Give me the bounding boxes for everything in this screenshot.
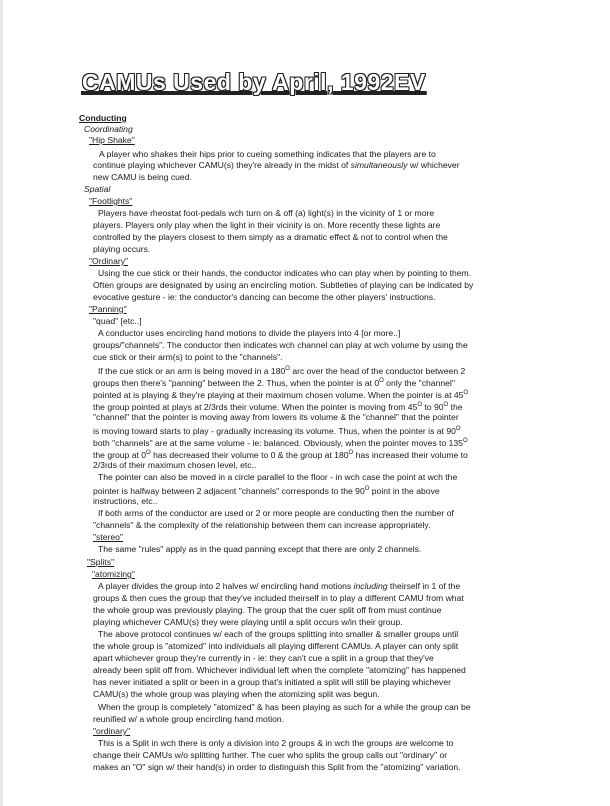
text-line: "quad" [etc..] <box>93 316 142 326</box>
text-line: players. Players only play when the light in their vicinity is on. More recently these lights are <box>93 220 441 230</box>
text-line: 2/3rds of their maximum chosen level, etc.. <box>93 460 257 470</box>
text-line: "stereo" <box>93 532 123 542</box>
text-line: cue stick or their arm(s) to point to the "channels". <box>93 352 283 362</box>
text-line: playing occurs. <box>93 244 151 254</box>
text-line: "channels" & the complexity of the relationship between them can increase appropriately. <box>93 520 431 530</box>
text-line: Conducting <box>79 113 127 123</box>
text-line: continue playing whichever CAMU(s) they're already in the midst of simultaneously w/ whichever <box>93 160 460 170</box>
text-line: pointed at is playing & they're playing at their maximum chosen volume. When the pointer is at $45^O$ <box>93 389 469 400</box>
text-line: "Panning" <box>89 304 127 314</box>
text-line: Players have rheostat foot-pedals wch turn on & off (a) light(s) in the vicinity of 1 or more <box>98 208 435 218</box>
text-line: "Ordinary" <box>89 256 129 266</box>
text-line: Spatial <box>84 184 111 194</box>
text-line: has never initiated a split or been in a group that's initiated a split will still be playing whichever <box>93 677 452 687</box>
text-line: "Footlights" <box>89 196 133 206</box>
text-line: groups/"channels". The conductor then indicates wch channel can play at wch volume by using the <box>93 340 468 350</box>
text-line: A player divides the group into 2 halves w/ encircling hand motions including theirself in 1 of the <box>98 581 461 591</box>
text-line: "Hip Shake" <box>89 135 135 145</box>
text-line: apart whichever group they're currently in - ie: they can't cue a split in a group that they've <box>93 653 434 663</box>
scan-edge <box>0 0 3 806</box>
text-line: groups then there's "panning" between the 2. Thus, when the pointer is at $0^O$ only the "channel" <box>93 377 455 388</box>
text-line: "ordinary" <box>93 726 131 736</box>
text-line: the group at $0^O$ has decreased their volume to 0 & the group at $180^O$ has increased their volume to <box>93 449 468 460</box>
page-title: CAMUs Used by April, 1992EV <box>82 69 426 95</box>
text-line: groups & then cues the group that they've included theirself in to play a different CAMU from what <box>93 593 464 603</box>
text-line: A player who shakes their hips prior to cueing something indicates that the players are to <box>99 149 436 159</box>
text-line: new CAMU is being cued. <box>93 172 192 182</box>
text-line: The pointer can also be moved in a circle parallel to the floor - in wch case the point at wch the <box>98 472 458 482</box>
text-line: Using the cue stick or their hands, the conductor indicates who can play when by pointing to them. <box>98 268 472 278</box>
text-line: controlled by the players closest to them simply as a dramatic effect & not to control when the <box>93 232 448 242</box>
text-line: makes an "O" sign w/ their hand(s) in order to distinguish this Split from the "atomizing" variation. <box>93 762 461 772</box>
text-line: "Splits" <box>87 557 115 567</box>
text-line: the whole group is "atomized" into individuals all playing different CAMUs. A player can only split <box>93 641 459 651</box>
text-line: already been split off from. Whichever individual left when the complete "atomizing" has happened <box>93 665 466 675</box>
text-line: "channel" that the pointer is moving away from lowers its volume & the "channel" that the pointer <box>93 412 459 422</box>
text-line: When the group is completely "atomized" & has been playing as such for a while the group can be <box>98 702 471 712</box>
text-line: evocative gesture - ie: the conductor's dancing can become the other players' instructions. <box>93 292 436 302</box>
text-line: If the cue stick or an arm is being moved in a $180^O$ arc over the head of the conductor between 2 <box>98 365 466 376</box>
text-line: Coordinating <box>84 124 133 134</box>
text-line: A conductor uses encircling hand motions to divide the players into 4 [or more..] <box>98 328 401 338</box>
text-line: playing whichever CAMU(s) they were playing until a split occurs w/in their group. <box>93 617 403 627</box>
text-line: The above protocol continues w/ each of the groups splitting into smaller & smaller groups until <box>98 629 459 639</box>
text-line: pointer is halfway between 2 adjacent "channels" corresponds to the $90^O$ point in the above <box>93 485 440 496</box>
text-line: Often groups are designated by using an encircling motion. Subtleties of playing can be indicated by <box>93 280 474 290</box>
text-line: CAMU(s) the whole group was playing when the atomizing split was begun. <box>93 689 380 699</box>
text-line: This is a Split in wch there is only a division into 2 groups & in wch the groups are welcome to <box>98 738 454 748</box>
text-line: instructions, etc.. <box>93 496 158 506</box>
text-line: the whole group was previously playing. The group that the cuer split off from must continue <box>93 605 442 615</box>
text-line: change their CAMUs w/o splitting further. The cuer who splits the group calls out "ordinary" or <box>93 750 448 760</box>
text-line: reunified w/ a whole group encircling hand motion. <box>93 714 285 724</box>
text-line: "atomizing" <box>92 569 135 579</box>
text-line: both "channels" are at the same volume - ie: balanced. Obviously, when the pointer moves to $135^O$ <box>93 437 468 448</box>
text-line: The same "rules" apply as in the quad panning except that there are only 2 channels. <box>98 544 422 554</box>
text-line: is moving toward starts to play - gradually increasing its volume. Thus, when the pointer is at $90^O$ <box>93 425 461 436</box>
text-line: the group pointed at plays at 2/3rds their volume. When the pointer is moving from $45^O$ to $90^O$ the <box>93 401 463 412</box>
text-line: If both arms of the conductor are used or 2 or more people are conducting then the number of <box>98 508 454 518</box>
